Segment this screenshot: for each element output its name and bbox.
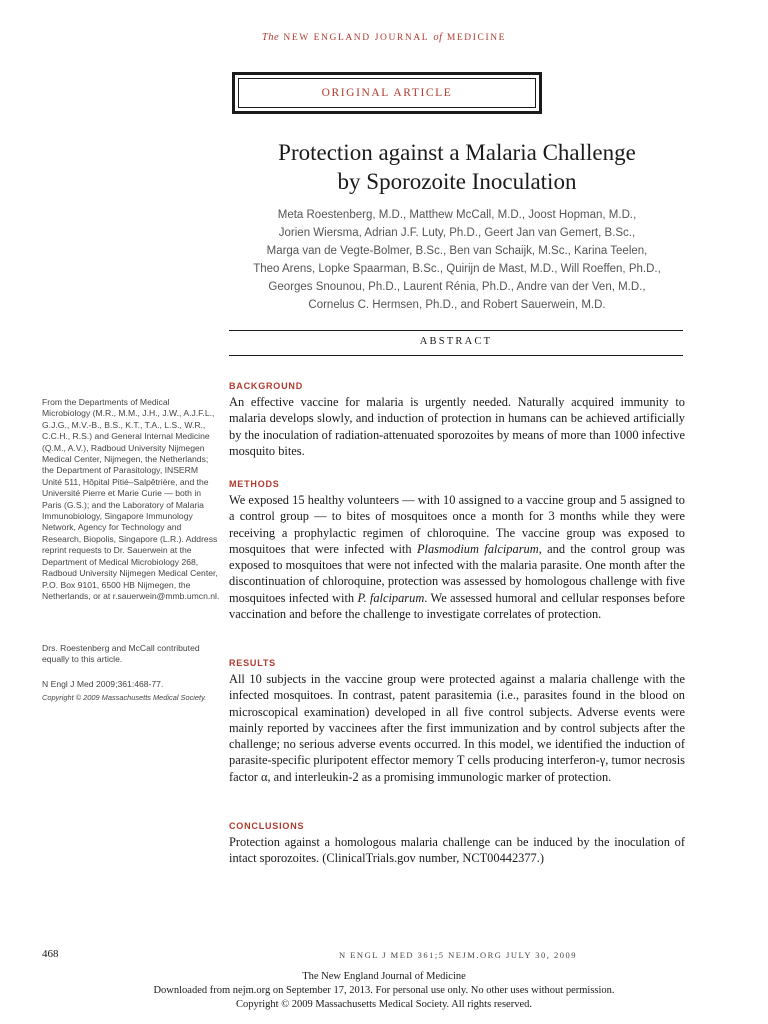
title-line-1: Protection against a Malaria Challenge [278,140,636,165]
author-line: Theo Arens, Lopke Spaarman, B.Sc., Quirijn de Mast, M.D., Will Roeffen, Ph.D., [253,263,661,275]
running-head-of: of [433,32,443,43]
background-heading: BACKGROUND [229,381,303,391]
abstract-bottom-rule [229,355,683,356]
running-head-medicine: MEDICINE [446,33,507,43]
sidebar-affiliations: From the Departments of Medical Microbiology (M.R., M.M., J.H., J.W., A.J.F.L., G.J.G., M.V.-B., B.S., K.T., T.A., L.S., W.R., C.C.H., R.S.) and General Internal Medicine (Q.M., A.V.), Radboud University Nijmegen Medical Center, Nijmegen, the Netherlands; the Department of Parasitology, INSERM Unité 511, Hôpital Pitié–Salpêtrière, and the Université Pierre et Marie Curie — both in Paris (G.S.); and the Laboratory of Malaria Immunobiology, Singapore Immunology Network, Agency for Technology and Research, Biopolis, Singapore (L.R.). Address reprint requests to Dr. Sauerwein at the Department of Medical Microbiology 268, Radboud University Nijmegen Medical Center, P.O. Box 9101, 6500 HB Nijmegen, the Netherlands, or at r.sauerwein@mmb.umcn.nl. [42,397,220,601]
author-line: Marga van de Vegte-Bolmer, B.Sc., Ben van Schaijk, M.Sc., Karina Teelen, [266,245,648,257]
methods-text [229,492,685,622]
conclusions-text: Protection against a homologous malaria challenge can be induced by the inoculation of intact sporozoites. (ClinicalTrials.gov number, NCT00442377.) [229,835,685,866]
species-name: Plasmodium falciparum [416,541,539,556]
download-journal-name: The New England Journal of Medicine [302,971,466,982]
download-notice: Downloaded from nejm.org on September 17, 2013. For personal use only. No other uses without permission. [153,985,615,996]
author-line: Georges Snounou, Ph.D., Laurent Rénia, Ph.D., Andre van der Ven, M.D., [268,281,646,293]
background-text: An effective vaccine for malaria is urgently needed. Naturally acquired immunity to malaria develops slowly, and induction of protection in humans can be achieved artificially by the inoculation of radiation-attenuated sporozoites by means of more than 1000 infective mosquito bites. [229,395,685,458]
species-name-short: P. falciparum [357,590,425,605]
article-type-inner-frame [238,78,536,108]
sidebar-copyright: Copyright © 2009 Massachusetts Medical Society. [42,693,207,702]
article-title [232,138,682,196]
sidebar-contribution-note: Drs. Roestenberg and McCall contributed equally to this article. [42,643,200,665]
conclusions-heading: CONCLUSIONS [229,821,305,831]
article-type-box [232,72,542,114]
methods-text-part: We exposed 15 healthy volunteers — with 10 assigned to a vaccine group and 5 assigned to a control group — to bites of mosquitoes once a month for 3 months while they were receiving a prophylactic regimen of chloroquine. The vaccine group was exposed to mosquitoes that were infected with [229,493,685,556]
running-head [0,32,768,43]
abstract-heading: ABSTRACT [419,336,493,347]
author-list [230,206,684,314]
author-line: Cornelus C. Hermsen, Ph.D., and Robert Sauerwein, M.D. [308,299,606,311]
article-type-label: ORIGINAL ARTICLE [321,87,453,99]
author-line: Meta Roestenberg, M.D., Matthew McCall, M.D., Joost Hopman, M.D., [277,209,637,221]
running-head-name: NEW ENGLAND JOURNAL [283,33,430,43]
download-copyright: Copyright © 2009 Massachusetts Medical Society. All rights reserved. [236,999,532,1010]
author-line: Jorien Wiersma, Adrian J.F. Luty, Ph.D., Geert Jan van Gemert, B.Sc., [278,227,636,239]
methods-text-part: . We assessed humoral and cellular responses before vaccination and before the challenge to investigate correlates of protection. [229,590,686,622]
sidebar-citation: N Engl J Med 2009;361:468-77. [42,679,164,689]
running-head-the: The [261,32,280,43]
page-number: 468 [42,948,59,960]
results-text: All 10 subjects in the vaccine group were protected against a malaria challenge with the infected mosquitoes. In contrast, patent parasitemia (i.e., parasites found in the blood on microscopical examination) developed in all five control subjects. Adverse events were mainly reported by vaccinees after the first immunization and by control subjects after the challenge; no serious adverse events occurred. In this model, we identified the induction of parasite-specific pluripotent effector memory T cells producing interferon-γ, tumor necrosis factor α, and interleukin-2 as a promising immunologic marker of protection. [229,672,685,784]
methods-heading: METHODS [229,479,280,489]
methods-text-part: , and the control group was exposed to mosquitoes that were not infected with the malaria parasite. One month after the discontinuation of chloroquine, protection was assessed by homologous challenge with five mosquitoes infected with [229,541,685,605]
title-line-2: by Sporozoite Inoculation [337,169,577,194]
journal-footer: N ENGL J MED 361;5 NEJM.ORG JULY 30, 2009 [338,950,578,960]
results-heading: RESULTS [229,658,276,668]
abstract-top-rule [229,330,683,331]
